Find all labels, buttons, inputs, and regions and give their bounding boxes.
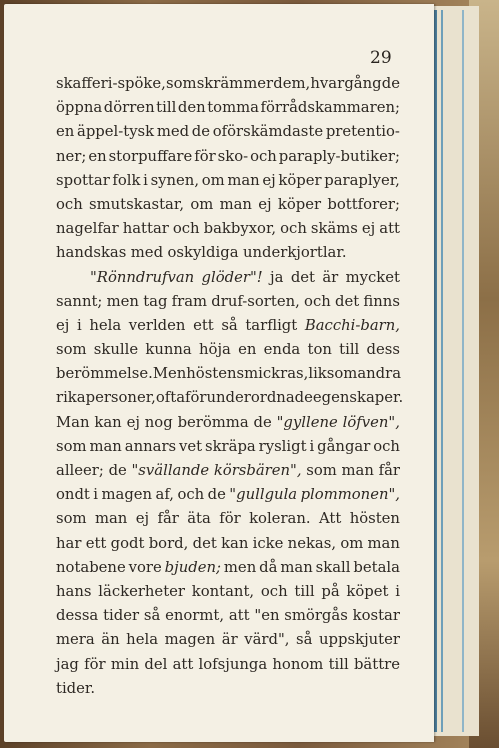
word: gångar	[317, 437, 371, 455]
page-number: 29	[370, 48, 392, 68]
word: man	[227, 171, 260, 189]
word: synen,	[150, 171, 200, 189]
page-edge-stripe	[462, 10, 464, 732]
word: man	[367, 534, 400, 552]
word: enda	[263, 341, 301, 359]
word: ner;	[56, 147, 87, 165]
word: smörgås	[284, 607, 348, 625]
word: Bacchi-barn,	[304, 316, 400, 334]
word: de	[207, 486, 226, 504]
word: med	[130, 244, 164, 262]
word: på	[321, 582, 340, 600]
word: "gullgula	[229, 486, 298, 504]
word: "Rönndrufvan	[90, 268, 195, 286]
word: dess	[366, 341, 400, 359]
word: rika	[56, 389, 86, 407]
word: kan	[221, 534, 249, 552]
text-line	[56, 96, 400, 120]
word: köpet	[346, 582, 389, 600]
word: skrämmer	[196, 75, 274, 92]
word: skäms	[310, 220, 358, 238]
word: som	[306, 462, 337, 479]
word: kostar	[352, 607, 400, 625]
word: bakbyxor,	[203, 220, 277, 238]
word: som	[56, 510, 87, 528]
word: hela	[89, 316, 122, 334]
word: att	[228, 607, 250, 625]
word: de	[381, 75, 400, 92]
word: för	[219, 510, 241, 528]
word: egenskaper.	[312, 389, 404, 407]
word: berömmelse.	[56, 365, 153, 383]
word: del	[144, 655, 168, 673]
word: i	[93, 486, 99, 504]
word: nog	[144, 413, 173, 431]
word: glöder"!	[201, 268, 263, 286]
word: hösten	[186, 365, 237, 383]
word: till	[294, 582, 315, 600]
word: tomma	[207, 99, 259, 117]
word: det	[335, 292, 360, 310]
word: till	[339, 341, 360, 359]
word: som	[56, 437, 87, 455]
word: magen	[101, 486, 153, 504]
text-line	[56, 435, 400, 459]
word: nagelfar	[56, 220, 119, 238]
word: man	[219, 195, 252, 213]
word: "gyllene	[276, 413, 338, 431]
text-line	[56, 145, 400, 169]
word: om	[201, 171, 225, 189]
word: paraply-butiker;	[278, 147, 400, 165]
word: storpuffare	[108, 147, 193, 165]
text-line	[56, 628, 400, 652]
word: löfven",	[342, 413, 400, 431]
word: än	[101, 631, 120, 649]
word: uppskjuter	[319, 631, 400, 649]
word: sko-	[217, 147, 249, 165]
word: vet	[179, 437, 203, 455]
word: tarfligt	[245, 316, 298, 334]
word: personer,	[85, 389, 156, 407]
word: ton	[307, 341, 332, 359]
word: och	[260, 582, 288, 600]
word: så	[143, 607, 161, 625]
word: och	[56, 195, 83, 213]
word: de	[253, 413, 272, 431]
word: bjuden;	[164, 558, 221, 576]
word: hösten	[349, 510, 400, 528]
text-line	[56, 459, 400, 483]
word: ej	[262, 171, 276, 189]
word: i	[143, 171, 148, 189]
text-line	[56, 169, 400, 193]
word: ej	[361, 220, 376, 238]
word: godt	[110, 534, 145, 552]
word: men	[223, 558, 257, 576]
word: kontant,	[191, 582, 255, 600]
word: pretentio-	[325, 123, 400, 141]
word: mera	[56, 631, 95, 649]
word: hans	[56, 582, 92, 600]
text-line	[56, 532, 400, 556]
text-line	[56, 217, 400, 241]
word: spottar	[56, 171, 110, 189]
word: de	[191, 123, 211, 141]
text-line	[56, 677, 400, 701]
word: äta	[187, 510, 211, 528]
word: ej	[56, 316, 70, 334]
text-line	[56, 362, 400, 386]
word: man	[94, 510, 128, 528]
text-line	[56, 386, 404, 410]
word: skafferi-spöke,	[56, 75, 166, 92]
word: det	[290, 268, 315, 286]
word: en	[88, 147, 107, 165]
text-line	[56, 604, 400, 628]
text-line	[56, 193, 400, 217]
page-edge-stripe	[434, 10, 437, 732]
word: man	[341, 462, 374, 479]
text-line	[56, 507, 400, 531]
word: de	[108, 462, 127, 479]
word: "en	[254, 607, 280, 625]
word: förrådskammaren;	[260, 99, 400, 117]
word: smutskastar,	[89, 195, 185, 213]
word: till	[156, 99, 177, 117]
word: gång	[344, 75, 382, 92]
word: som	[166, 75, 197, 92]
word: tider.	[56, 679, 96, 697]
word: och	[177, 486, 205, 504]
word: då	[259, 558, 278, 576]
word: icke	[252, 534, 284, 552]
word: om	[340, 534, 364, 552]
word: dörren	[103, 99, 155, 117]
word: det	[192, 534, 217, 552]
word: Men	[152, 365, 187, 383]
word: med	[156, 123, 190, 141]
word: höja	[199, 341, 231, 359]
word: så	[296, 631, 313, 649]
word: koleran.	[249, 510, 311, 528]
word: och	[250, 147, 277, 165]
word: tider	[103, 607, 140, 625]
text-line	[56, 241, 400, 265]
word: att	[379, 220, 400, 238]
word: hela	[126, 631, 159, 649]
word: finns	[363, 292, 400, 310]
word: ej	[126, 413, 140, 431]
word: är	[322, 268, 339, 286]
word: har	[56, 534, 82, 552]
word: för	[185, 389, 207, 407]
word: man	[89, 437, 122, 455]
word: skräpa	[205, 437, 256, 455]
word: druf-sorten,	[211, 292, 300, 310]
word: underkjortlar.	[242, 244, 347, 262]
text-line	[56, 266, 400, 290]
word: ja	[270, 268, 284, 286]
word: till	[328, 655, 349, 673]
word: som	[56, 341, 87, 359]
text-line	[56, 483, 400, 507]
word: en	[56, 123, 75, 141]
word: så	[221, 316, 238, 334]
word: läckerheter	[98, 582, 185, 600]
word: honom	[272, 655, 324, 673]
word: alleer;	[56, 462, 104, 479]
word: Man	[56, 413, 90, 431]
word: sannt;	[56, 292, 103, 310]
word: betala	[353, 558, 400, 576]
word: man	[280, 558, 313, 576]
word: ett	[85, 534, 107, 552]
word: och	[373, 437, 400, 455]
word: berömma	[177, 413, 249, 431]
word: för	[194, 147, 216, 165]
word: köper	[277, 195, 322, 213]
word: att	[172, 655, 194, 673]
word: jag	[56, 655, 79, 673]
word: ej	[135, 510, 150, 528]
word: enormt,	[165, 607, 225, 625]
word: af,	[155, 486, 175, 504]
word: "svällande	[131, 462, 210, 479]
word: notabene	[56, 558, 126, 576]
word: verlden	[128, 316, 186, 334]
word: får	[157, 510, 179, 528]
text-line	[56, 653, 400, 677]
word: kan	[94, 413, 122, 431]
word: i	[76, 316, 82, 334]
word: paraplyer,	[324, 171, 400, 189]
word: men	[106, 292, 139, 310]
word: öppna	[56, 99, 103, 117]
word: annars	[124, 437, 177, 455]
word: ej	[258, 195, 272, 213]
word: kunna	[145, 341, 192, 359]
word: hattar	[122, 220, 169, 238]
word: för	[84, 655, 106, 673]
word: lofsjunga	[198, 655, 268, 673]
word: skulle	[93, 341, 139, 359]
word: handskas	[56, 244, 127, 262]
text-line	[56, 72, 400, 96]
word: bättre	[353, 655, 400, 673]
word: och	[172, 220, 200, 238]
page-edge-stripe	[441, 10, 443, 732]
word: nekas,	[287, 534, 337, 552]
word: ofta	[155, 389, 186, 407]
text-line	[56, 556, 400, 580]
word: liksom	[308, 365, 358, 383]
word: den	[177, 99, 206, 117]
word: skall	[315, 558, 351, 576]
word: får	[378, 462, 400, 479]
word: oförskämdaste	[212, 123, 324, 141]
text-line	[56, 580, 400, 604]
word: och	[304, 292, 331, 310]
word: ett	[193, 316, 214, 334]
word: dessa	[56, 607, 99, 625]
word: ondt	[56, 486, 90, 504]
word: körsbären",	[213, 462, 302, 479]
word: värd",	[244, 631, 290, 649]
word: mycket	[345, 268, 400, 286]
word: plommonen",	[300, 486, 400, 504]
word: hvar	[310, 75, 345, 92]
word: är	[221, 631, 238, 649]
word: en	[238, 341, 257, 359]
word: fram	[171, 292, 208, 310]
word: i	[395, 582, 400, 600]
word: dem,	[273, 75, 311, 92]
word: min	[110, 655, 140, 673]
word: köper	[278, 171, 322, 189]
word: bottforer;	[327, 195, 400, 213]
word: oskyldiga	[167, 244, 239, 262]
word: magen	[164, 631, 216, 649]
word: och	[280, 220, 307, 238]
word: Att	[318, 510, 342, 528]
word: bord,	[148, 534, 189, 552]
word: rysligt	[258, 437, 307, 455]
text-line	[56, 314, 400, 338]
text-line	[56, 290, 400, 314]
word: tag	[143, 292, 168, 310]
word: om	[190, 195, 214, 213]
word: vore	[128, 558, 162, 576]
text-line	[56, 411, 400, 435]
word: andra	[357, 365, 402, 383]
text-line	[56, 338, 400, 362]
word: smickras,	[236, 365, 309, 383]
word: folk	[112, 171, 141, 189]
body-text	[56, 72, 404, 701]
word: underordnade	[206, 389, 313, 407]
word: i	[309, 437, 315, 455]
word: äppel-tysk	[77, 123, 155, 141]
text-line	[56, 120, 400, 144]
